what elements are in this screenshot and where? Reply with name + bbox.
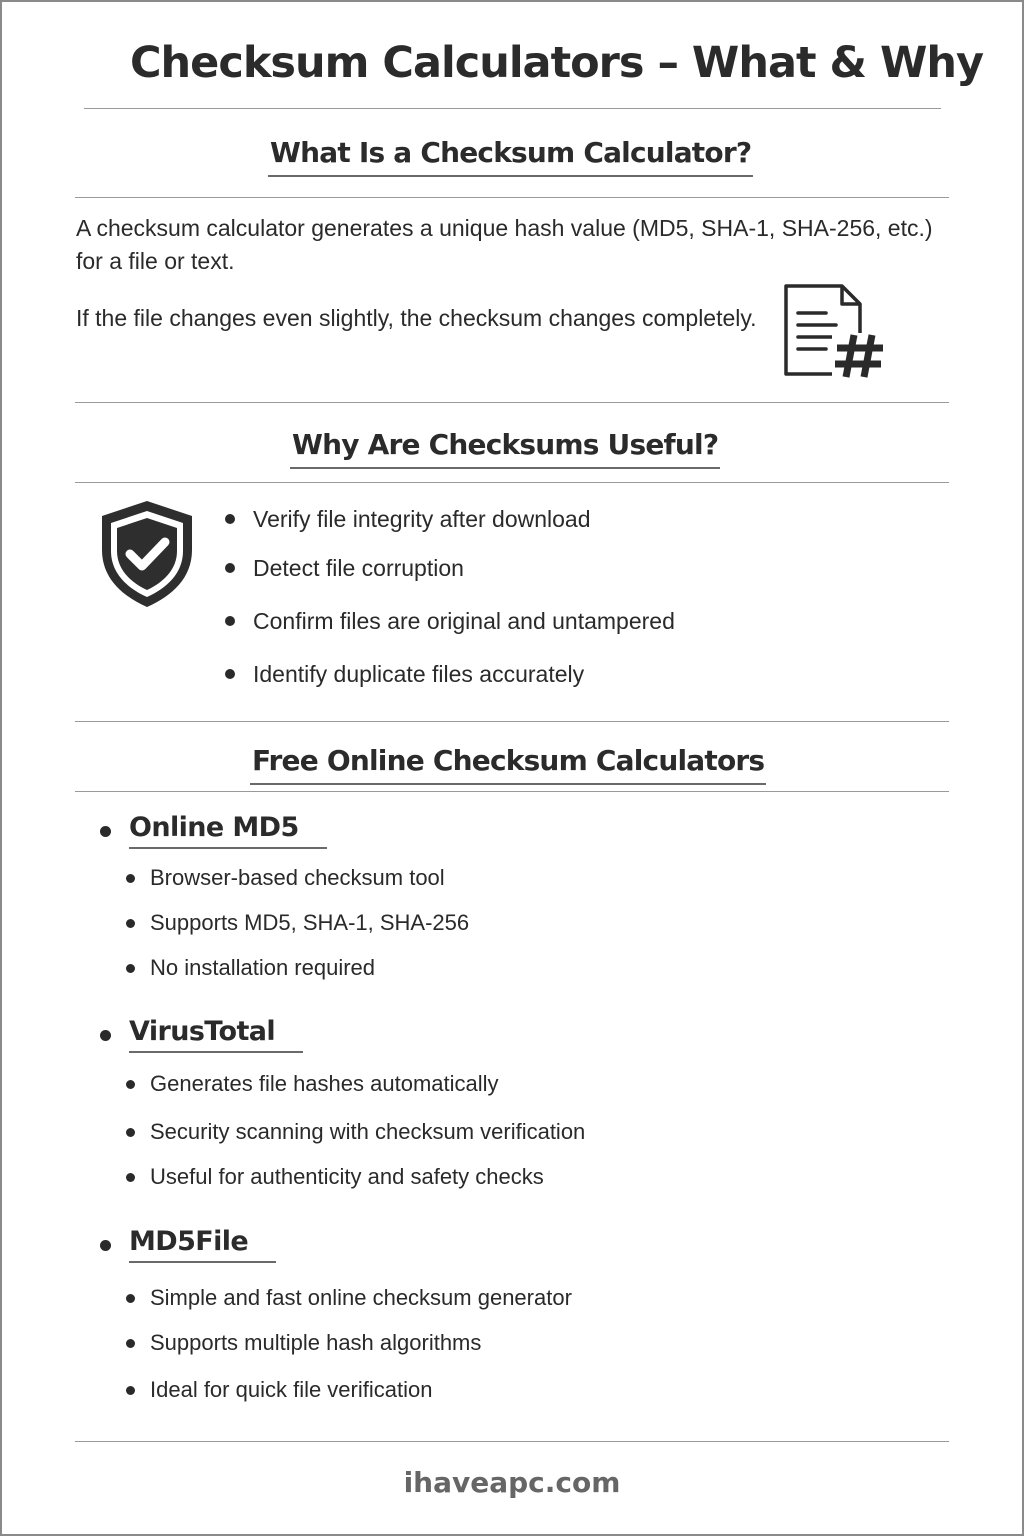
tool-point: Security scanning with checksum verification: [126, 1114, 585, 1150]
what-heading: What Is a Checksum Calculator?: [268, 136, 753, 177]
tool-point: Generates file hashes automatically: [126, 1066, 585, 1102]
tool-name: MD5File: [129, 1226, 276, 1263]
tool-virustotal-points: [126, 1066, 585, 1195]
title-divider: [84, 108, 941, 109]
tool-online-md5-points: [126, 860, 469, 986]
why-item-2: Detect file corruption: [225, 549, 675, 587]
tool-point: Supports MD5, SHA-1, SHA-256: [126, 905, 469, 941]
tool-point: Simple and fast online checksum generator: [126, 1280, 572, 1316]
tool-name: Online MD5: [129, 812, 327, 849]
tool-point: Browser-based checksum tool: [126, 860, 469, 896]
section-divider-2: [75, 721, 949, 722]
tools-divider: [75, 791, 949, 792]
why-item-1: Verify file integrity after download: [225, 500, 675, 538]
section-divider-1: [75, 402, 949, 403]
why-item-3: Confirm files are original and untampered: [225, 602, 675, 640]
bullet-dot: [100, 826, 111, 837]
page-title: Checksum Calculators – What & Why: [130, 38, 984, 88]
shield-check-icon: [98, 498, 196, 610]
tool-name: VirusTotal: [129, 1016, 303, 1053]
document-hash-icon: [782, 283, 886, 381]
why-divider: [75, 482, 949, 483]
tools-heading: Free Online Checksum Calculators: [250, 744, 766, 785]
tool-point: Supports multiple hash algorithms: [126, 1325, 572, 1361]
bullet-dot: [100, 1030, 111, 1041]
what-paragraph-2: If the file changes even slightly, the checksum changes completely.: [76, 305, 757, 331]
tool-md5file-points: [126, 1280, 572, 1408]
why-list: [225, 500, 675, 693]
site-footer: ihaveapc.com: [403, 1466, 621, 1499]
tool-point: Useful for authenticity and safety checks: [126, 1159, 585, 1195]
why-heading: Why Are Checksums Useful?: [290, 428, 720, 469]
bullet-dot: [100, 1240, 111, 1251]
why-item-4: Identify duplicate files accurately: [225, 655, 675, 693]
footer-divider: [75, 1441, 949, 1442]
what-paragraph-1: A checksum calculator generates a unique hash value (MD5, SHA-1, SHA-256, etc.) for a file or text.: [76, 215, 933, 274]
tool-point: Ideal for quick file verification: [126, 1372, 572, 1408]
tool-point: No installation required: [126, 950, 469, 986]
what-divider: [75, 197, 949, 198]
